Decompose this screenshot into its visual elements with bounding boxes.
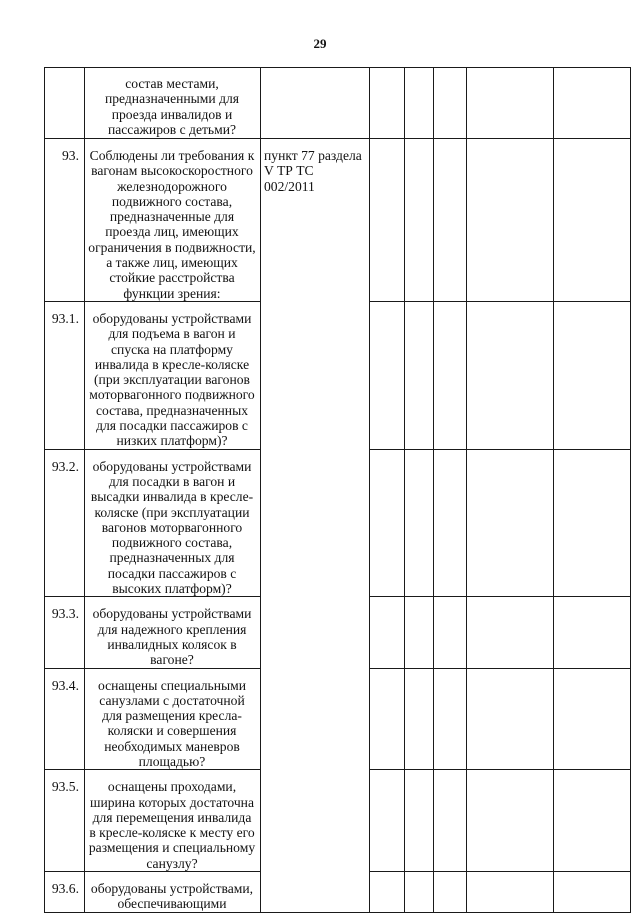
notes-cell [467, 597, 554, 668]
answer-no-cell [405, 449, 434, 597]
remarks-cell [554, 449, 631, 597]
answer-na-cell [434, 597, 467, 668]
notes-cell [467, 301, 554, 449]
notes-cell [467, 770, 554, 872]
requirement-text: состав местами, предназначенными для проезда инвалидов и пассажиров с детьми? [85, 68, 261, 139]
answer-yes-cell [370, 770, 405, 872]
notes-cell [467, 449, 554, 597]
remarks-cell [554, 872, 631, 913]
legal-reference [261, 68, 370, 139]
answer-no-cell [405, 872, 434, 913]
answer-no-cell [405, 597, 434, 668]
remarks-cell [554, 597, 631, 668]
answer-no-cell [405, 770, 434, 872]
requirements-table [44, 67, 631, 913]
item-number: 93.5. [45, 770, 85, 872]
requirement-text: оборудованы устройствами, обеспечивающими [85, 872, 261, 913]
requirement-text: оборудованы устройствами для надежного крепления инвалидных колясок в вагоне? [85, 597, 261, 668]
item-number: 93.4. [45, 668, 85, 770]
answer-yes-cell [370, 597, 405, 668]
requirement-text: оснащены проходами, ширина которых достаточна для перемещения инвалида в кресле-коляске к месту его размещения и специальному санузлу? [85, 770, 261, 872]
answer-no-cell [405, 668, 434, 770]
answer-na-cell [434, 668, 467, 770]
remarks-cell [554, 68, 631, 139]
answer-na-cell [434, 449, 467, 597]
remarks-cell [554, 301, 631, 449]
notes-cell [467, 139, 554, 302]
answer-na-cell [434, 770, 467, 872]
answer-no-cell [405, 68, 434, 139]
item-number: 93.1. [45, 301, 85, 449]
requirement-text: Соблюдены ли требования к вагонам высокоскоростного железнодорожного подвижного состава, предназначенные для проезда лиц, имеющих ограничения в подвижности, а также лиц, имеющих стойкие расстройства функции зрения: [85, 139, 261, 302]
answer-na-cell [434, 872, 467, 913]
item-number: 93.3. [45, 597, 85, 668]
answer-na-cell [434, 139, 467, 302]
table-row [45, 139, 631, 302]
notes-cell [467, 872, 554, 913]
requirement-text: оборудованы устройствами для посадки в вагон и высадки инвалида в кресле-коляске (при эксплуатации вагонов моторвагонного подвижного состава, предназначенных для посадки пассажиров с высоких платформ)? [85, 449, 261, 597]
item-number: 93.6. [45, 872, 85, 913]
answer-yes-cell [370, 872, 405, 913]
page-number: 29 [313, 36, 327, 51]
table-row [45, 68, 631, 139]
answer-yes-cell [370, 68, 405, 139]
item-number: 93.2. [45, 449, 85, 597]
answer-yes-cell [370, 668, 405, 770]
answer-no-cell [405, 301, 434, 449]
answer-yes-cell [370, 449, 405, 597]
remarks-cell [554, 770, 631, 872]
legal-reference: пункт 77 раздела V ТР ТС 002/2011 [261, 139, 370, 913]
notes-cell [467, 668, 554, 770]
remarks-cell [554, 139, 631, 302]
answer-na-cell [434, 68, 467, 139]
answer-yes-cell [370, 139, 405, 302]
answer-yes-cell [370, 301, 405, 449]
answer-no-cell [405, 139, 434, 302]
item-number: 93. [45, 139, 85, 302]
notes-cell [467, 68, 554, 139]
remarks-cell [554, 668, 631, 770]
requirement-text: оснащены специальными санузлами с достаточной для размещения кресла-коляски и совершения необходимых маневров площадью? [85, 668, 261, 770]
answer-na-cell [434, 301, 467, 449]
requirement-text: оборудованы устройствами для подъема в вагон и спуска на платформу инвалида в кресле-коляске (при эксплуатации вагонов моторвагонного подвижного состава, предназначенных для посадки пассажиров с низких платформ)? [85, 301, 261, 449]
item-number [45, 68, 85, 139]
